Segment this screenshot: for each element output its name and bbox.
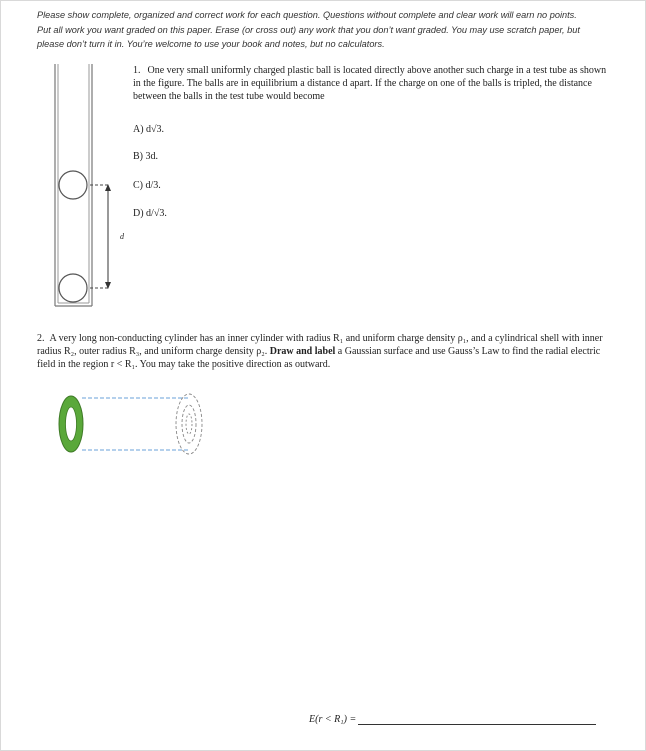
choice-a[interactable]: A) d√3. bbox=[133, 124, 165, 135]
choice-d[interactable]: D) d/√3. bbox=[133, 208, 167, 219]
question-1-text: One very small uniformly charged plastic ball is located directly above another such charge in a test tube as shown in the figure. The balls are in equilibrium a distance d apart. If the charge on one of the balls is tripled, the distance between the balls in the test tube would become bbox=[133, 65, 607, 102]
choice-b[interactable]: B) 3d. bbox=[133, 151, 158, 162]
question-2-bold-text: Draw and label bbox=[269, 346, 336, 358]
answer-blank[interactable] bbox=[358, 712, 596, 725]
answer-label: E(r < R₁) = bbox=[309, 714, 357, 725]
choice-c[interactable]: C) d/3. bbox=[133, 180, 161, 191]
instructions-line-2: Put all work you want graded on this paper. Erase (or cross out) any work that you don’t want graded. You may use scratch paper, but bbox=[37, 24, 580, 35]
instructions-line-3: please don’t turn it in. You’re welcome to use your book and notes, but no calculators. bbox=[37, 39, 385, 50]
answer-line bbox=[309, 712, 596, 725]
question-2-number: 2. bbox=[37, 333, 45, 344]
question-2-text-part2: a Gaussian surface and use Gauss’s Law to find the radial electric field in the region r < R₁. You may take the positive direction as outward. bbox=[37, 346, 601, 371]
distance-label: d bbox=[120, 232, 124, 241]
instructions-line-1: Please show complete, organized and correct work for each question. Questions without complete and clear work will earn no points. bbox=[37, 10, 577, 20]
question-1 bbox=[133, 64, 608, 103]
question-1-number: 1. bbox=[133, 65, 141, 76]
cylinder-figure bbox=[54, 386, 229, 462]
question-2 bbox=[37, 332, 609, 372]
instructions bbox=[37, 8, 617, 52]
question-2-text-part1: A very long non-conducting cylinder has an inner cylinder with radius R₁ and uniform charge density ρ₁, and a cylindrical shell with inner radius R₂, outer radius R₃, and uniform charge density ρ₂. bbox=[37, 333, 603, 358]
